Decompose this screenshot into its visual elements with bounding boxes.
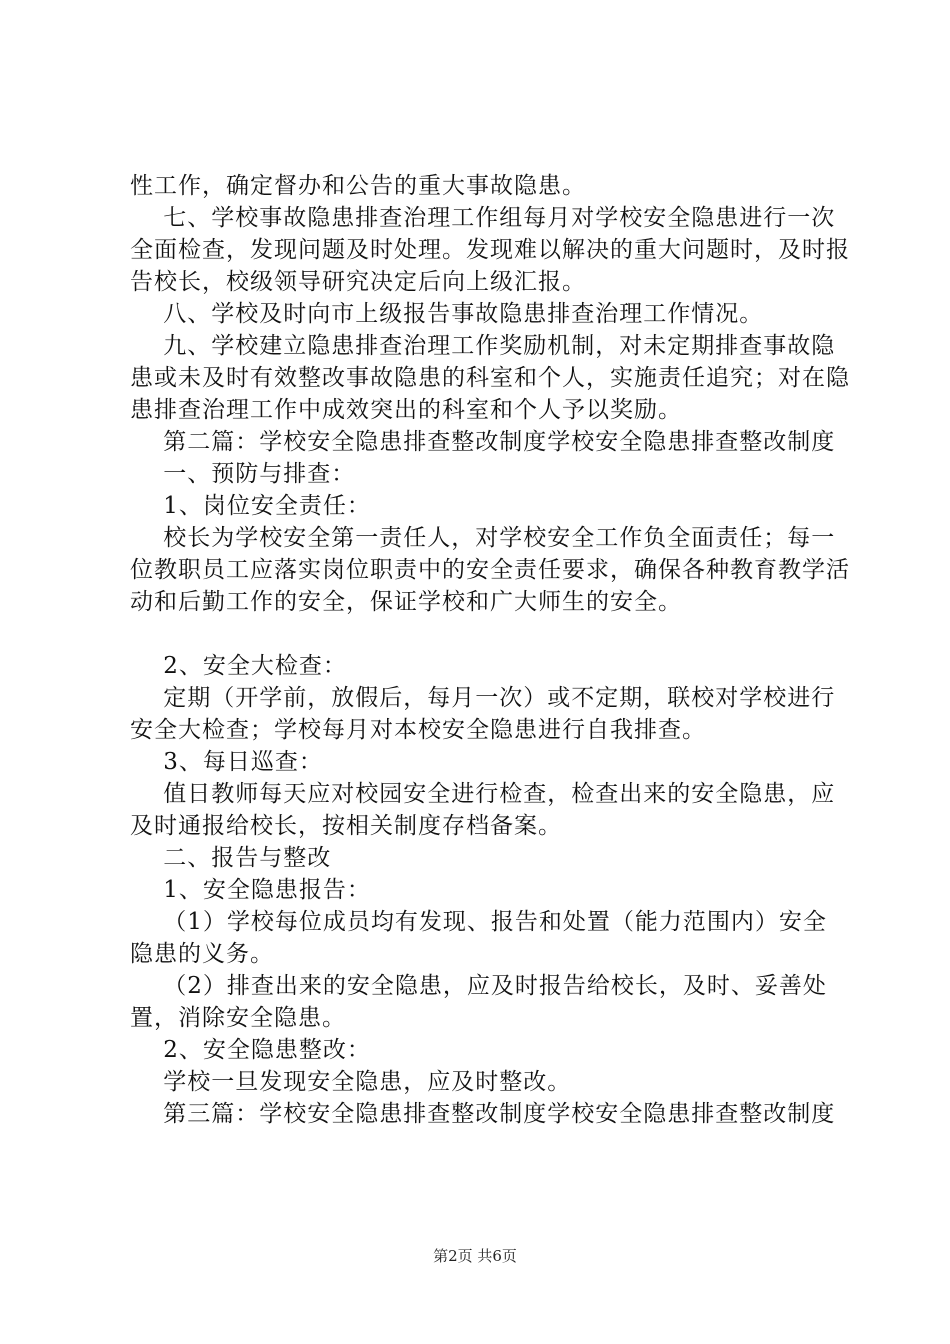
paragraph-item-9: 九、学校建立隐患排查治理工作奖励机制，对未定期排查事故隐患或未及时有效整改事故隐患的科室和个人，实施责任追究；对在隐患排查治理工作中成效突出的科室和个人予以奖励。 <box>130 333 850 423</box>
heading-safety-inspection: 2、安全大检查： <box>130 653 347 679</box>
heading-hazard-report: 1、安全隐患报告： <box>130 877 371 903</box>
paragraph-hazard-rectify: 学校一旦发现安全隐患，应及时整改。 <box>130 1069 572 1095</box>
heading-report-rectify: 二、报告与整改 <box>130 845 332 871</box>
paragraph-item-7: 七、学校事故隐患排查治理工作组每月对学校安全隐患进行一次全面检查，发现问题及时处理。发现难以解决的重大问题时，及时报告校长，校级领导研究决定后向上级汇报。 <box>130 205 850 295</box>
paragraph-item-8: 八、学校及时向市上级报告事故隐患排查治理工作情况。 <box>130 301 764 327</box>
paragraph-safety-inspection: 定期（开学前，放假后，每月一次）或不定期，联校对学校进行安全大检查；学校每月对本校安全隐患进行自我排查。 <box>130 685 836 743</box>
paragraph-daily-patrol: 值日教师每天应对校园安全进行检查，检查出来的安全隐患，应及时通报给校长，按相关制度存档备案。 <box>130 781 836 839</box>
section-heading-part-2: 第二篇：学校安全隐患排查整改制度学校安全隐患排查整改制度 <box>130 429 836 455</box>
heading-post-responsibility: 1、岗位安全责任： <box>130 493 371 519</box>
paragraph-report-2: （2）排查出来的安全隐患，应及时报告给校长，及时、妥善处置，消除安全隐患。 <box>130 973 827 1031</box>
document-body <box>130 170 850 1130</box>
heading-hazard-rectify: 2、安全隐患整改： <box>130 1037 371 1063</box>
section-heading-part-3: 第三篇：学校安全隐患排查整改制度学校安全隐患排查整改制度 <box>130 1101 836 1127</box>
paragraph-report-1: （1）学校每位成员均有发现、报告和处置（能力范围内）安全隐患的义务。 <box>130 909 827 967</box>
heading-prevention: 一、预防与排查： <box>130 461 356 487</box>
paragraph-continuation: 性工作，确定督办和公告的重大事故隐患。 <box>130 173 586 199</box>
heading-daily-patrol: 3、每日巡查： <box>130 749 323 775</box>
paragraph-post-responsibility: 校长为学校安全第一责任人，对学校安全工作负全面责任；每一位教职员工应落实岗位职责中的安全责任要求，确保各种教育教学活动和后勤工作的安全，保证学校和广大师生的安全。 <box>130 525 850 615</box>
page-footer: 第2页 共6页 <box>433 1247 517 1265</box>
paragraph-gap <box>130 618 850 650</box>
